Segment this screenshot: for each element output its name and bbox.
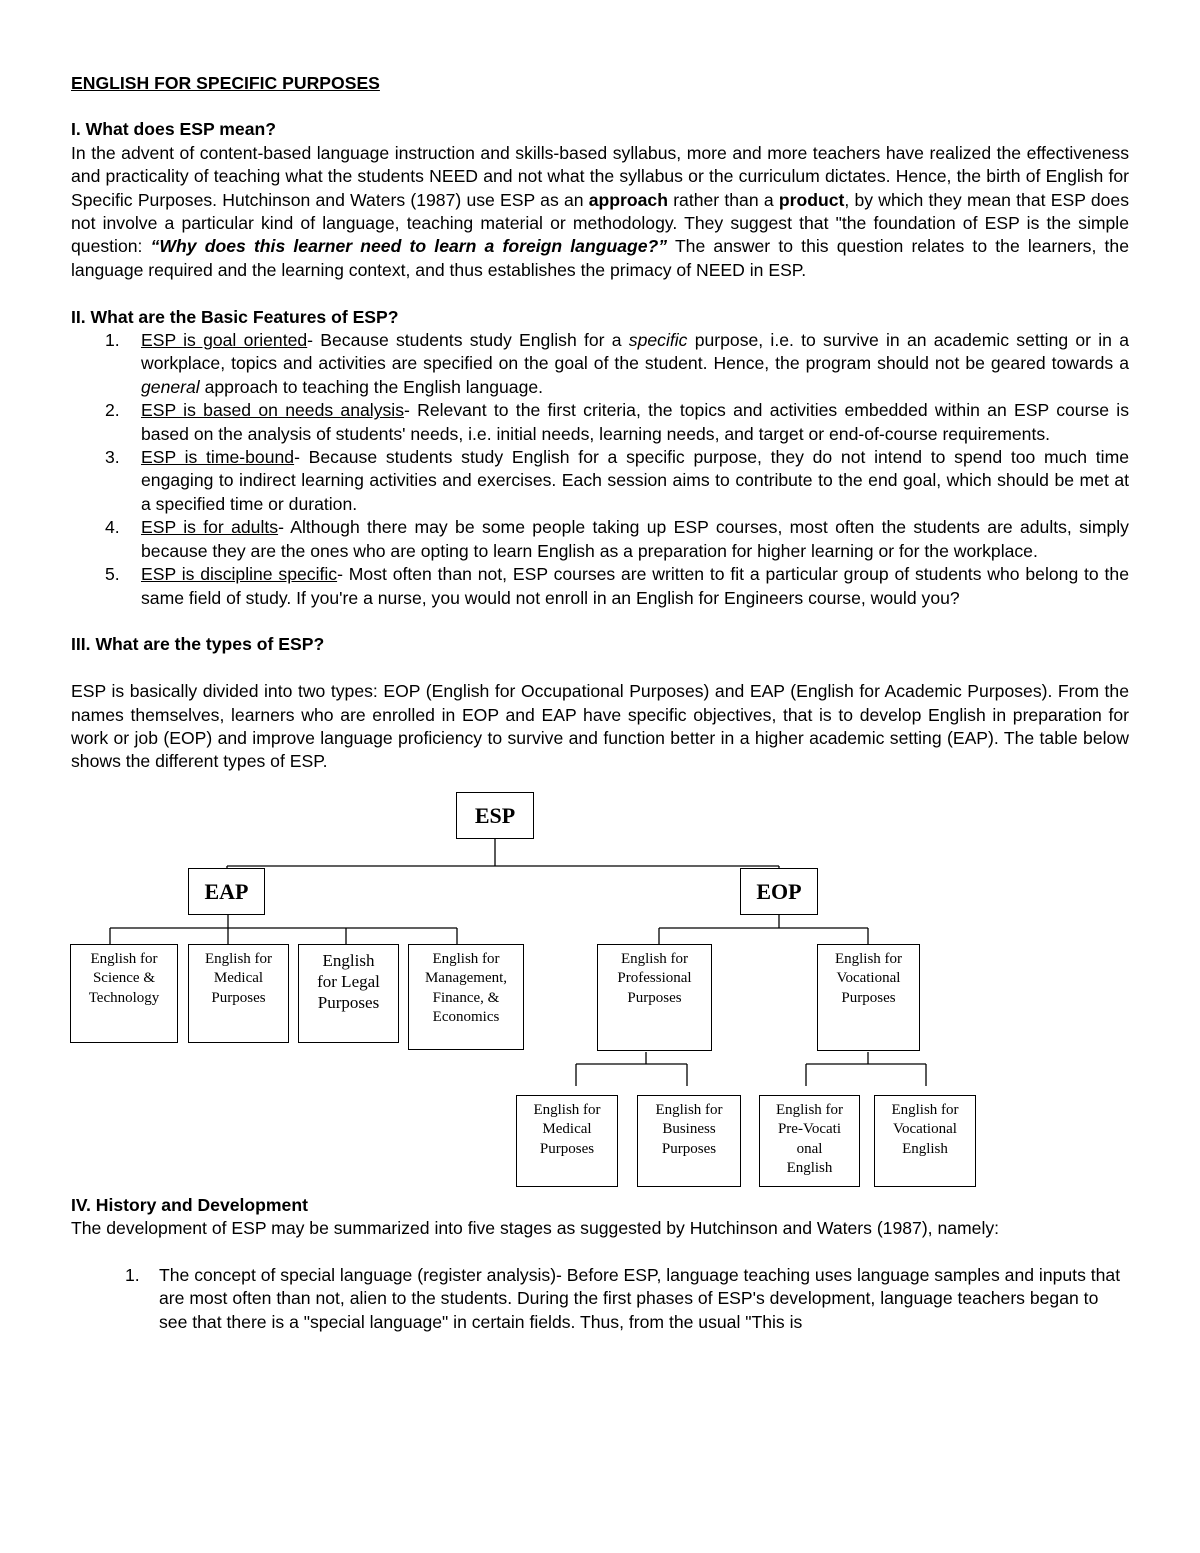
list-item: 2. ESP is based on needs analysis- Relevant to the first criteria, the topics and activities embedded within an ESP course is based on the analysis of students' needs, i.e. initial needs, learning needs, and target or end-of-course requirements. (105, 400, 1129, 444)
list-item: 5. ESP is discipline specific- Most often than not, ESP courses are written to fit a particular group of students who belong to the same field of study. If you're a nurse, you would not enroll in an English for Engineers course, would you? (105, 564, 1129, 608)
document-page (71, 72, 1129, 1334)
feature-term: ESP is discipline specific (141, 564, 338, 585)
english-vocational-purposes-box: English for Vocational Purposes (817, 944, 920, 1051)
feature-term: ESP is goal oriented (141, 330, 308, 351)
list-item: 4. ESP is for adults- Although there may be some people taking up ESP courses, most often the students are adults, simply because they are the ones who are opting to learn English as a preparation for higher learning or for the workplace. (105, 517, 1129, 561)
feature-term: ESP is based on needs analysis (141, 400, 404, 421)
history-list (71, 1264, 1129, 1334)
approach-term: approach (588, 189, 668, 210)
english-medical-purposes-box: English for Medical Purposes (516, 1095, 618, 1187)
section-4-heading: IV. History and Development (71, 1194, 308, 1215)
english-vocational-english-box: English for Vocational English (874, 1095, 976, 1187)
list-item: 1. The concept of special language (register analysis)- Before ESP, language teaching uses language samples and inputs that are most often than not, alien to the students. During the first phases of ESP's development, language teachers began to see that there is a "special language" in certain fields. Thus, from the usual "This is (125, 1264, 1121, 1332)
section-4-paragraph: The development of ESP may be summarized into five stages as suggested by Hutchinson and Waters (1987), namely: (71, 1218, 1000, 1239)
section-3-paragraph: ESP is basically divided into two types: EOP (English for Occupational Purposes) and EAP (English for Academic Purposes). From the names themselves, learners who are enrolled in EOP and EAP have specific objectives, that is to develop English in preparation for work or job (EOP) and improve language proficiency to survive and function better in a higher academic setting (EAP). The table below shows the different types of ESP. (71, 681, 1129, 772)
document-title: ENGLISH FOR SPECIFIC PURPOSES (71, 73, 380, 93)
section-3-heading: III. What are the types of ESP? (71, 634, 325, 655)
esp-types-diagram (71, 782, 1129, 1194)
english-legal-purposes-box: English for Legal Purposes (298, 944, 399, 1043)
features-list (71, 329, 1129, 610)
english-professional-purposes-box: English for Professional Purposes (597, 944, 712, 1051)
list-item: 1. ESP is goal oriented- Because students study English for a specific purpose, i.e. to survive in an academic setting or in a workplace, topics and activities are specified on the goal of the student. Hence, the program should not be geared towards a general approach to teaching the English language. (105, 330, 1129, 397)
english-pre-vocational-english-box: English for Pre-Vocati onal English (759, 1095, 860, 1187)
product-term: product (778, 189, 845, 210)
feature-term: ESP is time-bound (141, 447, 295, 468)
key-question: “Why does this learner need to learn a foreign language?” (150, 236, 668, 257)
english-science-technology-box: English for Science & Technology (70, 944, 178, 1043)
english-business-purposes-box: English for Business Purposes (637, 1095, 741, 1187)
english-medical-purposes-box: English for Medical Purposes (188, 944, 289, 1043)
eap-box: EAP (188, 868, 265, 915)
section-1-heading: I. What does ESP mean? (71, 119, 276, 140)
eop-box: EOP (740, 868, 818, 915)
section-2-heading: II. What are the Basic Features of ESP? (71, 306, 399, 327)
english-management-finance-economics-box: English for Management, Finance, & Economics (408, 944, 524, 1050)
esp-root-box: ESP (456, 792, 534, 839)
feature-term: ESP is for adults (141, 517, 279, 538)
section-1-paragraph: In the advent of content-based language instruction and skills-based syllabus, more and more teachers have realized the effectiveness and practicality of teaching what the students NEED and not what the syllabus or the curriculum dictates. Hence, the birth of English for Specific Purposes. Hutchinson and Waters (1987) use ESP as an approach rather than a product, by which they mean that ESP does not involve a particular kind of language, teaching material or methodology. They suggest that "the foundation of ESP is the simple question: “Why does this learner need to learn a foreign language?” The answer to this question relates to the learners, the language required and the learning context, and thus establishes the primacy of NEED in ESP. (71, 142, 1130, 280)
list-item: 3. ESP is time-bound- Because students study English for a specific purpose, they do not intend to spend too much time engaging to indirect learning activities and exercises. Each session aims to contribute to the end goal, which should be met at a specified time or duration. (105, 447, 1130, 514)
